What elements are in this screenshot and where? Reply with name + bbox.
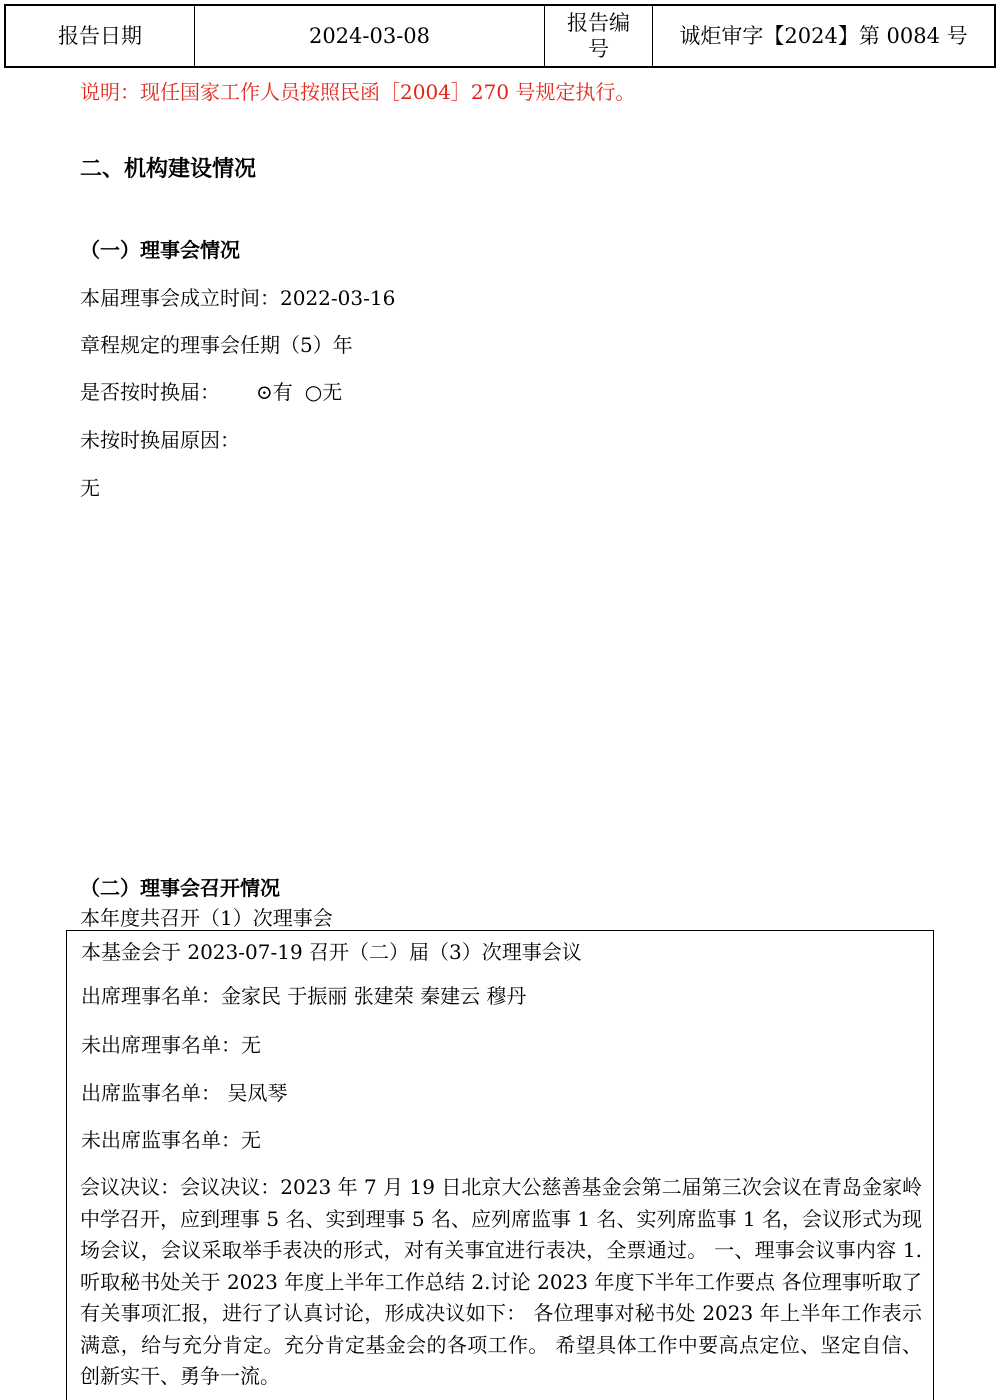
meetings-subtitle: （二）理事会召开情况 [80,876,280,900]
report-date-label: 报告日期 [6,6,195,66]
radio-no: ○无 [304,380,343,404]
board-established: 本届理事会成立时间：2022-03-16 [80,286,396,310]
meetings-summary: 本年度共召开（1）次理事会 [80,906,333,930]
report-number-label-line1: 报告编 [567,10,630,35]
report-number-label-line2: 号 [588,37,609,61]
explanation-note: 说明：现任国家工作人员按照民函［2004］270 号规定执行。 [80,80,636,104]
absent-supervisors: 未出席监事名单：无 [81,1128,261,1152]
meeting-decision: 会议决议：会议决议：2023 年 7 月 19 日北京大公慈善基金会第二届第三次会议在青岛金家岭中学召开，应到理事 5 名、实到理事 5 名、应列席监事 1 名、实列席监事 1 名，会议形式为现场会议，会议采取举手表决的形式，对有关事宜进行表决，全票通过。 一、理事会议事内容 1.听取秘书处关于 2023 年度上半年工作总结 2.讨论 2023 年度下半年工作要点 各位理事听取了有关事项汇报，进行了认真讨论，形成决议如下： 各位理事对秘书处 2023 年上半年工作表示满意，给与充分肯定。充分肯定基金会的各项工作。 希望具体工作中要高点定位、坚定自信、创新实干、勇争一流。 [80,1175,922,1388]
section-title: 二、机构建设情况 [80,157,257,182]
report-number-value: 诚炬审字【2024】第 0084 号 [679,23,968,48]
meeting-header: 本基金会于 2023-07-19 召开（二）届（3）次理事会议 [81,940,582,964]
absent-directors: 未出席理事名单：无 [81,1033,261,1057]
board-term: 章程规定的理事会任期（5）年 [80,333,353,357]
radio-yes: ⊙有 [256,380,293,404]
report-header-table [4,4,996,68]
board-subtitle: （一）理事会情况 [80,238,240,262]
report-number-label [545,6,653,66]
report-date-value: 2024-03-08 [195,6,545,66]
attending-directors: 出席理事名单：金家民 于振丽 张建荣 秦建云 穆丹 [81,984,527,1008]
reason-value: 无 [80,476,100,500]
on-time-label: 是否按时换届： [80,380,220,404]
on-time-radio-group [256,376,354,405]
reason-label: 未按时换届原因： [80,428,240,452]
attending-supervisors: 出席监事名单： 吴凤琴 [81,1081,288,1105]
on-time-row [80,376,354,405]
